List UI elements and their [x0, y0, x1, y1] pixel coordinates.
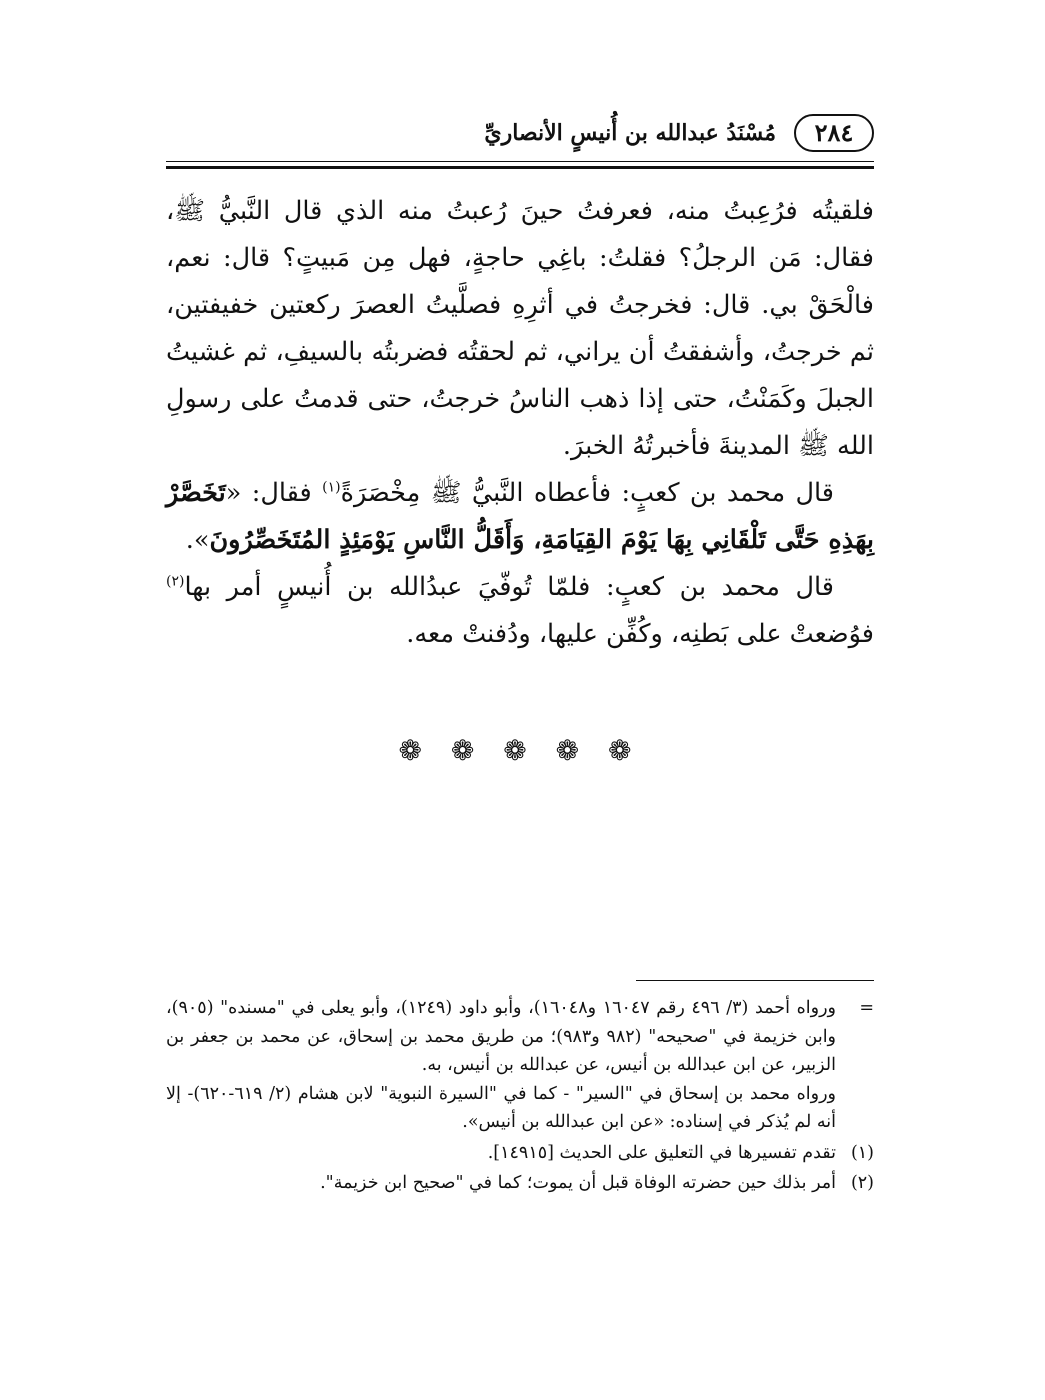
header-rule-thin	[166, 161, 874, 162]
footnote-1	[166, 1139, 874, 1168]
paragraph-3-start: قال محمد بن كعبٍ: فلمّا تُوفّيَ عبدُالله بن أُنيسٍ أمر بها	[184, 572, 834, 602]
footnote-rule	[636, 980, 874, 981]
paragraph-2	[166, 470, 874, 564]
paragraph-2-start: قال محمد بن كعبٍ: فأعطاه النَّبيُّ ﷺ مِخْصَرَةً	[340, 478, 834, 508]
footnote-continuation	[166, 994, 874, 1137]
footnote-1-text: تقدم تفسيرها في التعليق على الحديث [١٤٩١٥].	[487, 1142, 836, 1163]
continuation-marker: =	[859, 998, 874, 1018]
page-number: ٢٨٤	[794, 114, 874, 152]
paragraph-2-end: ».	[185, 525, 210, 555]
header-rule-thick	[166, 166, 874, 169]
paragraph-2-mid: فقال: «	[225, 478, 323, 508]
hadith-quote: تَخَصَّرْ بِهَذِهِ حَتَّى تَلْقَانِي بِهَا يَوْمَ القِيَامَةِ، وَأَقَلُّ النَّاسِ يَوْمَئِذٍ المُتَخَصِّرُونَ	[166, 478, 874, 555]
footnote-2-marker: (٢)	[850, 1173, 874, 1193]
footnote-1-marker: (١)	[850, 1142, 874, 1163]
footnote-continuation-p2: ورواه محمد بن إسحاق في "السير" - كما في "السيرة النبوية" لابن هشام (٢/ ٦١٩-٦٢٠)- إلا أنه لم يُذكر في إسناده: «عن ابن عبدالله بن أنيس».	[166, 1083, 836, 1132]
footnote-ref-2: (٢)	[166, 573, 185, 590]
main-text	[166, 188, 874, 658]
footnote-ref-1: (١)	[322, 479, 341, 496]
footnote-continuation-p1: ورواه أحمد (٣/ ٤٩٦ رقم ١٦٠٤٧ و١٦٠٤٨)، وأبو داود (١٢٤٩)، وأبو يعلى في "مسنده" (٩٠٥)، وابن خزيمة في "صحيحه" (٩٨٢ و٩٨٣)؛ من طريق محمد بن إسحاق، عن محمد بن جعفر بن الزبير، عن ابن عبدالله بن أنيس، عن عبدالله بن أنيس، به.	[166, 998, 837, 1075]
section-separator-ornament: ❁ ❁ ❁ ❁ ❁	[398, 734, 642, 767]
paragraph-3	[166, 564, 874, 658]
running-header	[166, 106, 874, 162]
running-title: مُسْنَدُ عبدالله بن أُنيسٍ الأنصاريِّ	[484, 120, 776, 146]
footnote-2	[166, 1169, 874, 1198]
footnote-2-text: أمر بذلك حين حضرته الوفاة قبل أن يموت؛ كما في "صحيح ابن خزيمة".	[320, 1173, 836, 1193]
paragraph-1: فلقيتُه فرُعِبتُ منه، فعرفتُ حينَ رُعبتُ منه الذي قال النَّبيُّ ﷺ، فقال: مَن الرجلُ؟ فقلتُ: باغِي حاجةٍ، فهل مِن مَبيتٍ؟ قال: نعم، فالْحَقْ بي. قال: فخرجتُ في أثرِهِ فصلَّيتُ العصرَ ركعتين خفيفتين، ثم خرجتُ، وأشفقتُ أن يراني، ثم لحقتُه فضربتُه بالسيفِ، ثم غشيتُ الجبلَ وكَمَنْتُ، حتى إذا ذهب الناسُ خرجتُ، حتى قدمتُ على رسولِ الله ﷺ المدينةَ فأخبرتُهُ الخبرَ.	[166, 196, 874, 461]
paragraph-3-end: فوُضعتْ على بَطنِه، وكُفِّن عليها، ودُفنتْ معه.	[406, 619, 874, 649]
footnotes	[166, 994, 874, 1198]
